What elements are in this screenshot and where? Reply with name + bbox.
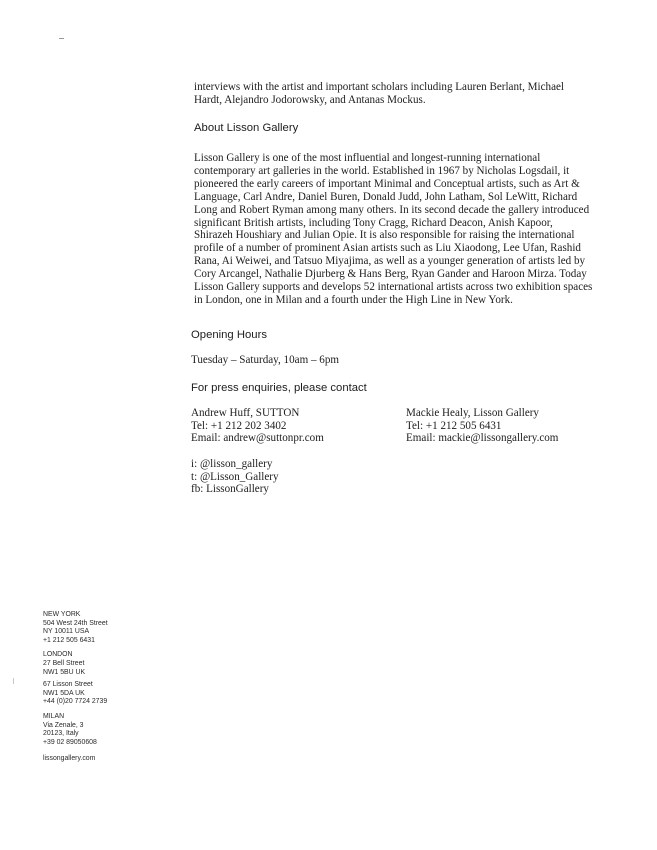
press-contact-sutton bbox=[191, 407, 324, 445]
phone-line: +39 02 89050608 bbox=[43, 738, 97, 746]
intro-paragraph: interviews with the artist and important scholars including Lauren Berlant, Michael Hardt, Alejandro Jodorowsky, and Antanas Mockus. bbox=[194, 81, 564, 107]
city-label: LONDON bbox=[43, 651, 73, 659]
phone-line: +44 (0)20 7724 2739 bbox=[43, 698, 108, 706]
address-line: NW1 5BU UK bbox=[43, 668, 86, 676]
about-heading: About Lisson Gallery bbox=[194, 122, 299, 134]
contact-name: Andrew Huff, SUTTON bbox=[191, 407, 300, 419]
opening-hours-text: Tuesday – Saturday, 10am – 6pm bbox=[191, 354, 340, 366]
address-line: NW1 5DA UK bbox=[43, 689, 85, 697]
address-line: 504 West 24th Street bbox=[43, 619, 108, 627]
city-label: MILAN bbox=[43, 712, 65, 720]
city-label: NEW YORK bbox=[43, 611, 81, 618]
address-line: Via Zenale, 3 bbox=[43, 721, 84, 729]
address-line: 20123, Italy bbox=[43, 730, 79, 738]
address-line: 27 Bell Street bbox=[43, 659, 85, 667]
footer-new-york bbox=[43, 611, 108, 645]
scan-mark-margin bbox=[13, 678, 14, 684]
contact-email[interactable]: Email: andrew@suttonpr.com bbox=[191, 432, 324, 445]
address-line: NY 10011 USA bbox=[43, 628, 90, 636]
instagram-handle[interactable]: i: @lisson_gallery bbox=[191, 458, 273, 470]
facebook-handle[interactable]: fb: LissonGallery bbox=[191, 483, 269, 496]
phone-line: +1 212 505 6431 bbox=[43, 636, 95, 644]
contact-email[interactable]: Email: mackie@lissongallery.com bbox=[406, 432, 559, 445]
contact-phone: Tel: +1 212 505 6431 bbox=[406, 419, 502, 432]
press-heading: For press enquiries, please contact bbox=[191, 382, 367, 394]
opening-hours-heading: Opening Hours bbox=[191, 329, 267, 341]
twitter-handle[interactable]: t: @Lisson_Gallery bbox=[191, 470, 279, 483]
website-link[interactable]: lissongallery.com bbox=[43, 755, 96, 763]
contact-phone: Tel: +1 212 202 3402 bbox=[191, 419, 287, 432]
footer-london bbox=[43, 651, 108, 707]
footer-addresses bbox=[43, 611, 108, 764]
contact-name: Mackie Healy, Lisson Gallery bbox=[406, 407, 539, 419]
about-paragraph: Lisson Gallery is one of the most influential and longest-running international contemporary art galleries in the world. Established in 1967 by Nicholas Logsdail, it pioneered the early careers of important Minimal and Conceptual artists, such as Art & Language, Carl Andre, Daniel Buren, Donald Judd, John Latham, Sol LeWitt, Richard Long and Robert Ryman among many others. In its second decade the gallery introduced significant British artists, including Tony Cragg, Richard Deacon, Anish Kapoor, Shirazeh Houshiary and Julian Opie. It is also responsible for raising the international profile of a number of prominent Asian artists such as Liu Xiaodong, Lee Ufan, Rashid Rana, Ai Weiwei, and Tatsuo Miyajima, as well as a younger generation of artists led by Cory Arcangel, Nathalie Djurberg & Hans Berg, Ryan Gander and Haroon Mirza. Today Lisson Gallery supports and develops 52 international artists across two exhibition spaces in London, one in Milan and a fourth under the High Line in New York. bbox=[194, 152, 593, 306]
press-contact-lisson bbox=[406, 407, 558, 445]
address-line: 67 Lisson Street bbox=[43, 681, 93, 689]
footer-milan bbox=[43, 713, 108, 747]
scan-mark bbox=[59, 38, 64, 39]
social-handles bbox=[191, 458, 279, 496]
